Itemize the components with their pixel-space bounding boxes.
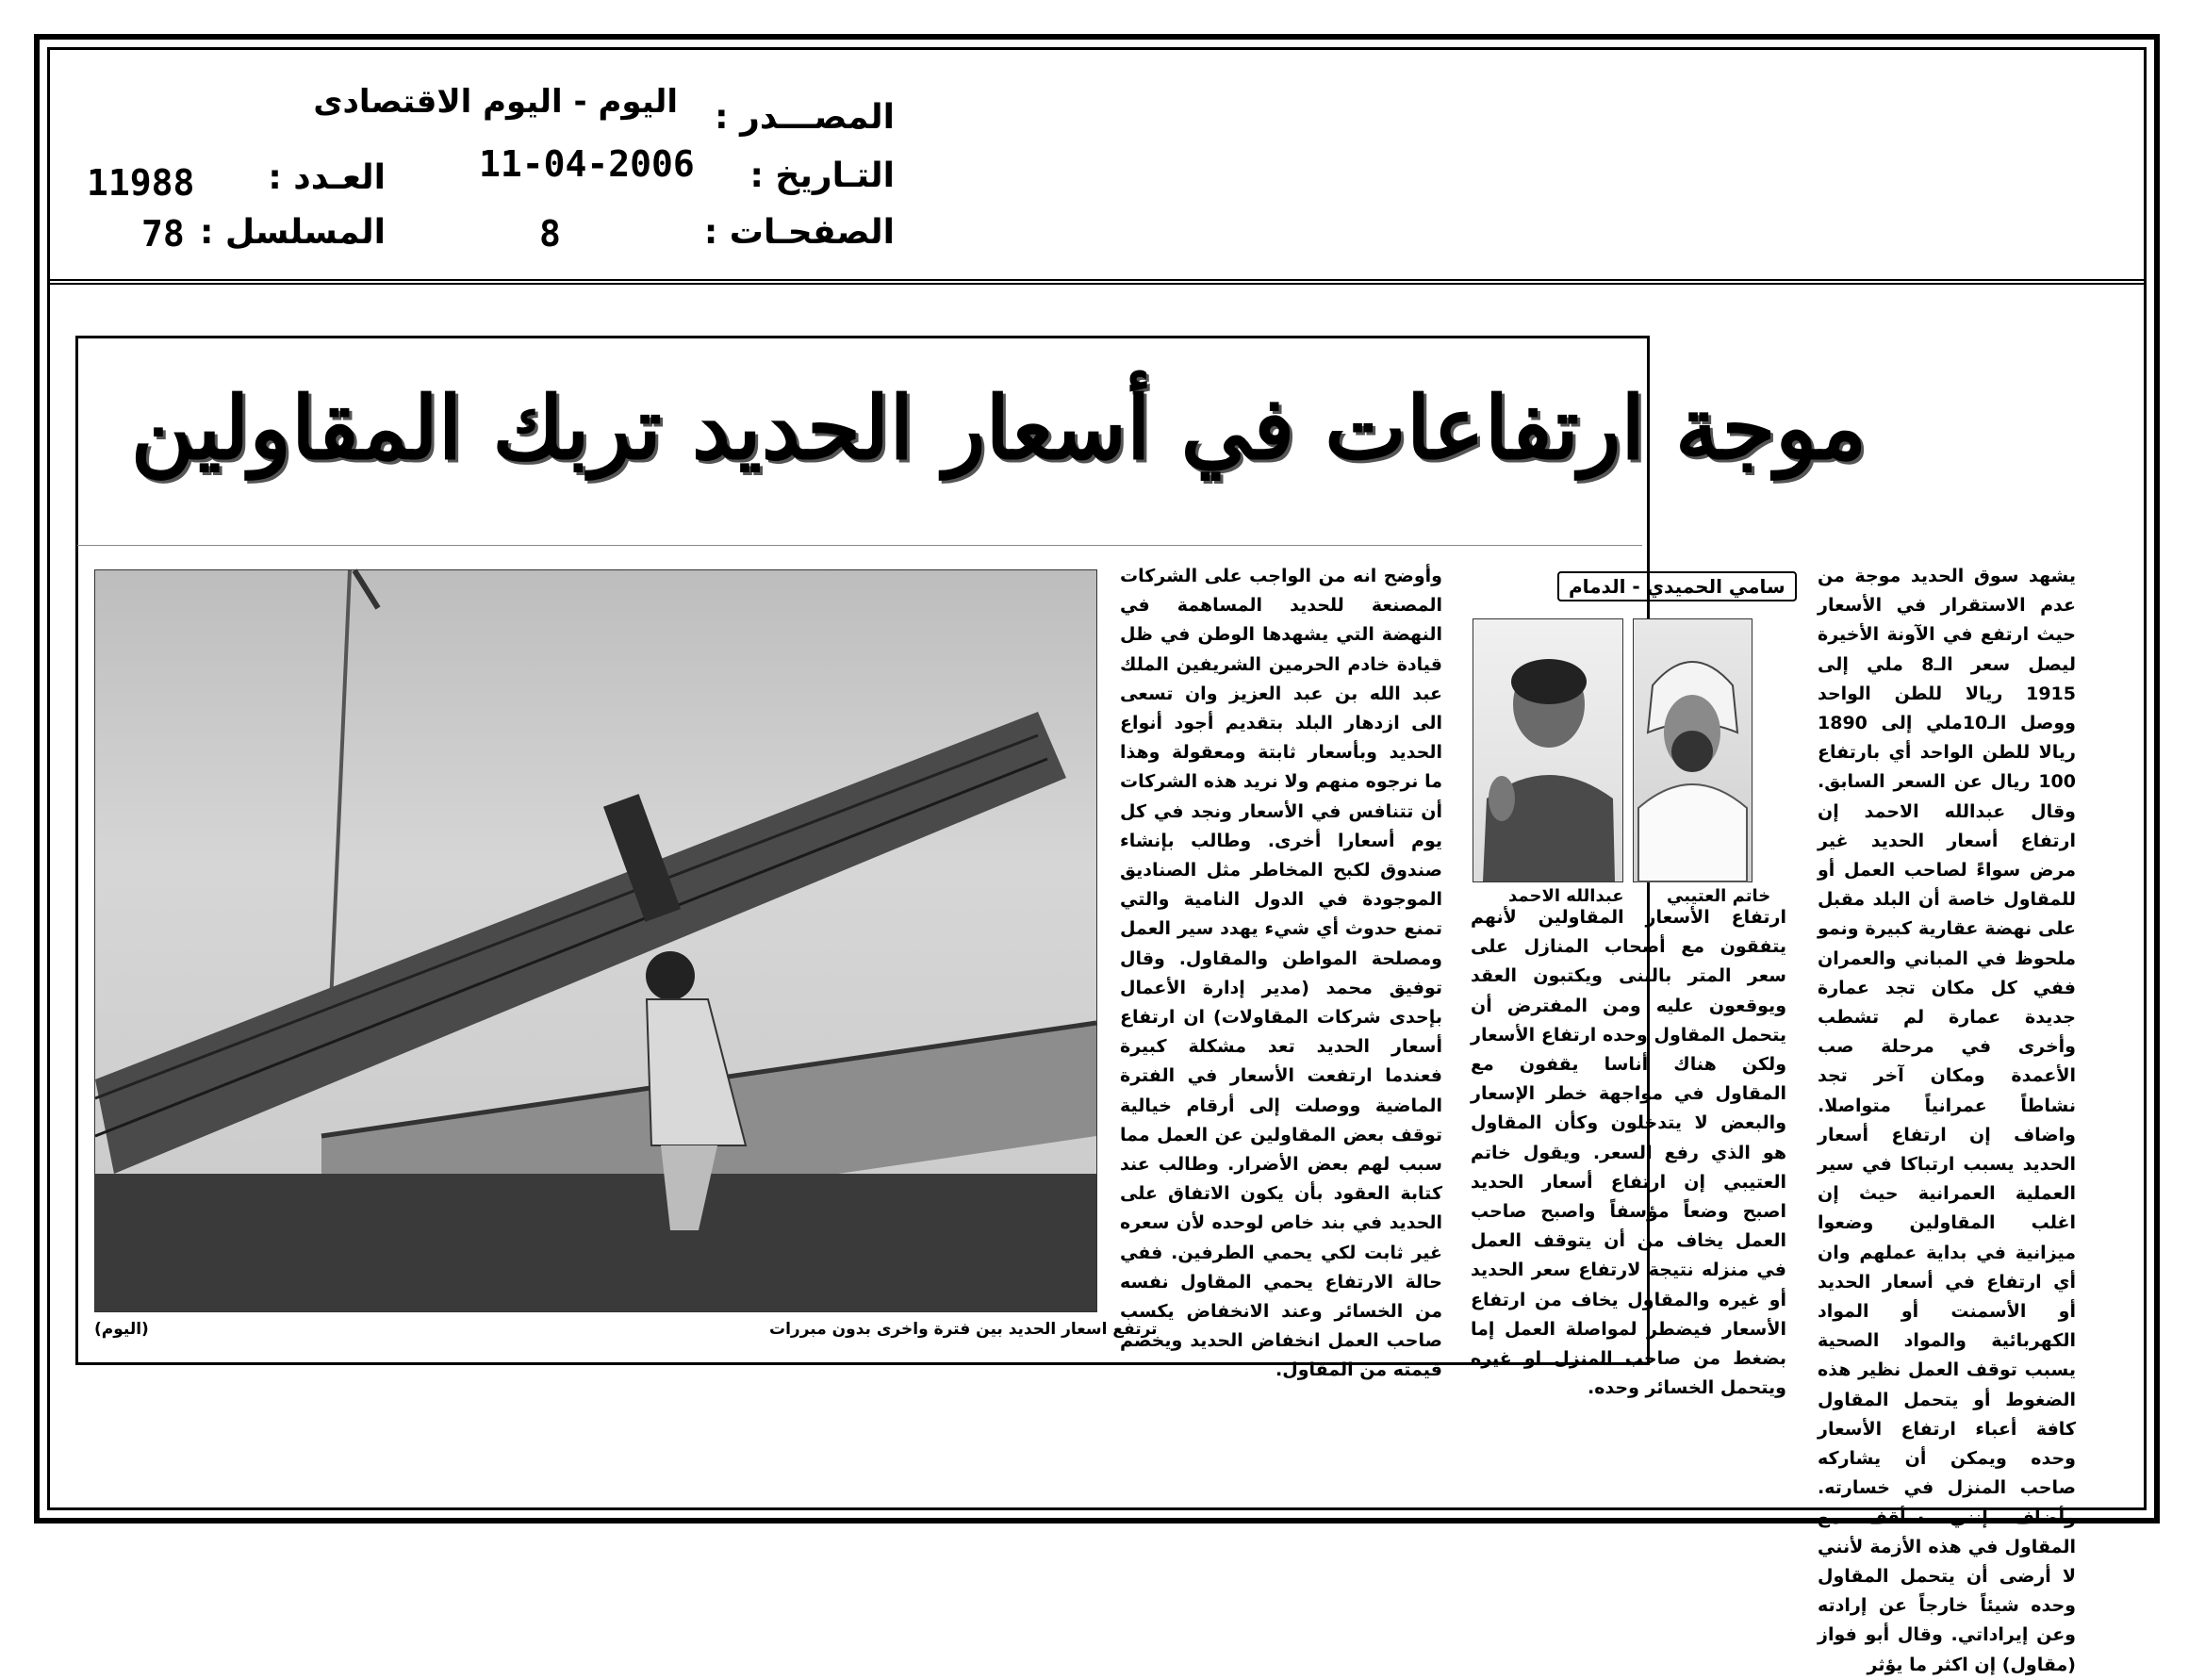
column-2-text: ارتفاع الأسعار المقاولين لأنهم يتفقون مع أصحاب المنازل على سعر المتر بالبنى ويكتبون العقد ويوقعون عليه ومن المفترض أن يتحمل المقاول وحده ارتفاع الأسعار ولكن هناك أناسا يقفون مع المقاول في مواجهة خطر الإسعار والبعض لا يتدخلون وكأن المقاول هو الذي رفع السعر. ويقول خاتم العتيبي إن ارتفاع أسعار الحديد اصبح وضعاً مؤسفاً واصبح صاحب العمل يخاف من أن يتوقف العمل في منزله نتيجة لارتفاع سعر الحديد أو غيره والمقاول يخاف من ارتفاع الأسعار فيضطر لمواصلة العمل إما بضغط من صاحب المنزل او غيره ويتحمل الخسائر وحده. — [1471, 907, 1786, 1399]
article-column-3 — [1120, 562, 1442, 1381]
date-value: 11-04-2006 — [479, 143, 695, 185]
article-column-2 — [1471, 903, 1786, 1399]
headline: موجة ارتفاعات في أسعار الحديد تربك المقاولين — [130, 377, 1867, 479]
byline: سامي الحميدي - الدمام — [1557, 571, 1797, 601]
source-label: المصـــدر : — [715, 98, 895, 137]
portrait-photo-2 — [1473, 618, 1623, 882]
rebar-worker-illustration — [95, 570, 1096, 1311]
pages-label: الصفحـات : — [703, 213, 895, 252]
pages-value: 8 — [539, 213, 561, 255]
portrait-name-1: خاتم العتيبي — [1667, 886, 1771, 906]
issue-label: العـدد : — [268, 158, 386, 197]
headline-rule — [77, 545, 1642, 546]
article-column-1 — [1818, 562, 2076, 1675]
column-1-text: يشهد سوق الحديد موجة من عدم الاستقرار في الأسعار حيث ارتفع في الآونة الأخيرة ليصل سعر الـ8 ملي إلى 1915 ريالا للطن الواحد ووصل الـ10ملي إلى 1890 ريالا للطن الواحد أي بارتفاع 100 ريال عن السعر السابق. وقال عبدالله الاحمد إن ارتفاع أسعار الحديد غير مرض سواءً لصاحب العمل أو للمقاول خاصة أن البلد مقبل على نهضة عقارية كبيرة ونمو ملحوظ في المباني والعمران ففي كل مكان تجد عمارة جديدة عمارة لم تشطب وأخرى في مرحلة صب الأعمدة ومكان آخر تجد نشاطاً عمرانياً متواصلا. واضاف إن ارتفاع أسعار الحديد يسبب ارتباكا في سير العملية العمرانية حيث إن اغلب المقاولين وضعوا ميزانية في بداية عملهم وان أي ارتفاع في أسعار الحديد أو الأسمنت أو المواد الكهربائية والمواد الصحية يسبب توقف العمل نظير هذه الضغوط أو يتحمل المقاول كافة أعباء ارتفاع الأسعار وحده ويمكن أن يشاركه صاحب المنزل في خسارته. وأضاف إنني سأقف مع المقاول في هذه الأزمة لأنني لا أرضى أن يتحمل المقاول وحده شيئاً خارجاً عن إرادته وعن إيراداتي. وقال أبو فواز (مقاول) إن اكثر ما يؤثر — [1818, 566, 2076, 1675]
serial-label: المسلسل : — [199, 213, 386, 252]
issue-value: 11988 — [87, 162, 195, 204]
photo-caption: ترتفع اسعار الحديد بين فترة واخرى بدون مبررات — [769, 1320, 1158, 1339]
date-label: التـاريخ : — [749, 156, 895, 195]
photo-credit: (اليوم) — [94, 1320, 149, 1339]
portrait-photo-1 — [1633, 618, 1752, 882]
portrait-name-2: عبدالله الاحمد — [1508, 886, 1624, 906]
main-photo — [94, 569, 1097, 1312]
column-3-text: وأوضح انه من الواجب على الشركات المصنعة للحديد المساهمة في النهضة التي يشهدها الوطن في ظل قيادة خادم الحرمين الشريفين الملك عبد الله بن عبد العزيز وان تسعى الى ازدهار البلد بتقديم أجود أنواع الحديد وبأسعار ثابتة ومعقولة وهذا ما نرجوه منهم ولا نريد هذه الشركات أن تتنافس في الأسعار ونجد في كل يوم أسعارا أخرى. وطالب بإنشاء صندوق لكبح المخاطر مثل الصناديق الموجودة في الدول النامية والتي تمنع حدوث أي شيء يهدد سير العمل ومصلحة المواطن والمقاول. وقال توفيق محمد (مدير إدارة الأعمال بإحدى شركات المقاولات) ان ارتفاع أسعار الحديد تعد مشكلة كبيرة فعندما ارتفعت الأسعار في الفترة الماضية ووصلت إلى أرقام خيالية توقف بعض المقاولين عن العمل مما سبب لهم بعض الأضرار. وطالب عند كتابة العقود بأن يكون الاتفاق على الحديد في بند خاص لوحده لأن سعره غير ثابت لكي يحمي الطرفين. ففي حالة الارتفاع يحمي المقاول نفسه من الخسائر وعند الانخفاض يكسب صاحب العمل انخفاض الحديد ويخصم قيمته من المقاول. — [1120, 566, 1442, 1381]
serial-value: 78 — [141, 213, 185, 255]
portrait-1-figure — [1634, 619, 1752, 881]
portrait-2-figure — [1473, 619, 1622, 881]
source-value: اليوم - اليوم الاقتصادى — [313, 83, 678, 121]
